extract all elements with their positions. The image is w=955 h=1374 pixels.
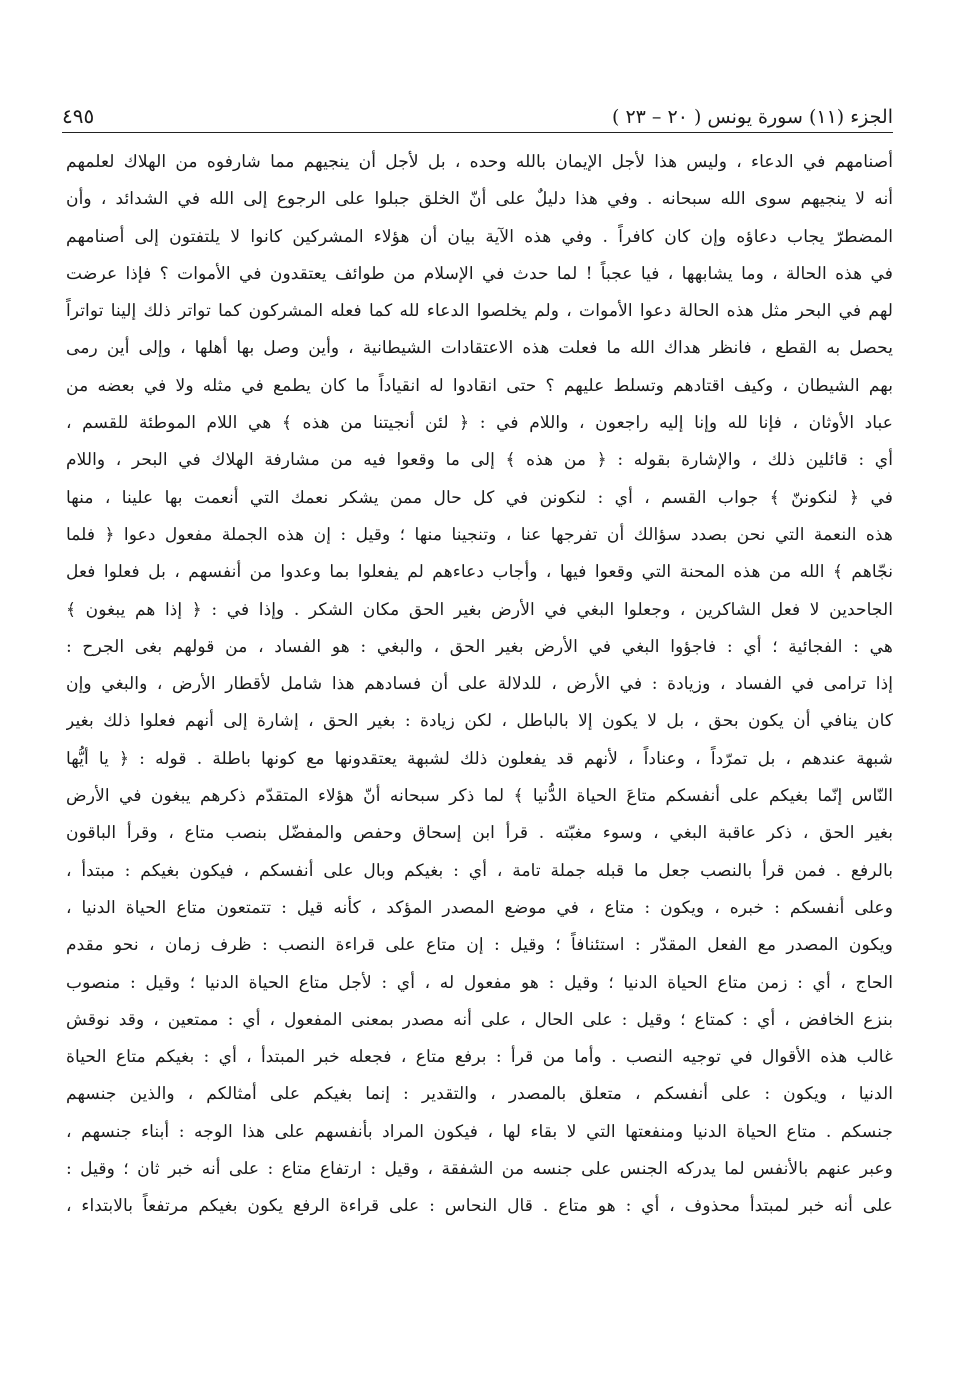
text-line: لهم في البحر مثل هذه الحالة دعوا الأموات ، ولم يخلصوا الدعاء لله كما فعله المشركون كما تواتر ذلك إلينا تواتراً	[66, 301, 893, 322]
text-line: هي : الفجائية ؛ أي : فاجؤوا البغي في الأرض بغير الحق ، والبغي : هو الفساد ، من قولهم بغى الجرح :	[66, 636, 893, 657]
text-line: وعلى أنفسكم : خبره ، ويكون : متاع ، في موضع المصدر المؤكد ، كأنه قيل : تتمتعون متاع الحياة الدنيا ،	[66, 897, 893, 918]
text-line: في ﴿ لنكوننّ ﴾ جواب القسم ، أي : لنكونن في كل حال ممن يشكر نعمك التي أنعمت بها علينا ، منها	[66, 487, 893, 508]
text-line: النّاس إنّما بغيكم على أنفسكم متاعَ الحياة الدُّنيا ﴾ لما ذكر سبحانه أنّ هؤلاء المتقدّم ذكرهم يبغون في الأرض	[66, 786, 893, 807]
text-line: إذا ترامى في الفساد ، وزيادة : في الأرض ، للدلالة على أن فسادهم هذا شامل لأقطار الأرض ، والبغي وإن	[66, 674, 893, 695]
text-line: عباد الأوثان ، فإنا لله وإنا إليه راجعون ، واللام في : ﴿ لئن أنجيتنا من هذه ﴾ هي اللام الموطئة للقسم ،	[66, 413, 893, 434]
text-line: وعبر عنهم بالأنفس لما يدركه الجنس على جنسه من الشفقة ، وقيل : ارتفاع متاع : على أنه خبر ثان ؛ وقيل :	[66, 1159, 893, 1180]
text-line: شبهة عندهم ، بل تمرّداً ، وعناداً ، لأنهم قد يفعلون ذلك لشبهة يعتقدونها مع كونها باطلة . قوله : ﴿ يا أيُّها	[66, 748, 893, 769]
text-line: في هذه الحالة ، وما يشابهها ، فيا عجباً ! لما حدث في الإسلام من طوائف يعتقدون في الأموات ؟ فإذا عرضت	[66, 263, 893, 284]
text-line: الجاحدين لا فعل الشاكرين ، وجعلوا البغي في الأرض بغير الحق مكان الشكر . وإذا في : ﴿ إذا هم يبغون ﴾	[66, 599, 893, 620]
text-line: الحاج ، أي : زمن متاع الحياة الدنيا ؛ وقيل : هو مفعول له ، أي : لأجل متاع الحياة الدنيا ؛ وقيل : منصوب	[66, 972, 893, 993]
page-number: ٤٩٥	[62, 104, 95, 128]
text-line: المضطرّ يجاب دعاؤه وإن كان كافراً . وفي هذه الآية بيان أن هؤلاء المشركين كانوا لا يلتفتون إلى أصنامهم	[66, 226, 893, 247]
page-header	[62, 94, 893, 128]
text-line: بنزع الخافض ، أي : كمتاع ؛ وقيل : على الحال ، على أنه مصدر بمعنى المفعول ، أي : ممتعين ، وقد نوقش	[66, 1009, 893, 1030]
text-line: بهم الشيطان ، وكيف اقتادهم وتسلط عليهم ؟ حتى انقادوا له انقياداً ما كان يطمع في مثله ولا في بعضه من	[66, 375, 893, 396]
text-line: نجّاهم ﴾ الله من هذه المحنة التي وقعوا فيها ، وأجاب دعاءهم لم يفعلوا بما وعدوا من أنفسهم ، بل فعلوا فعل	[66, 562, 893, 583]
text-line: أي : قائلين ذلك ، والإشارة بقوله : ﴿ من هذه ﴾ إلى ما وقعوا فيه من مشارفة الهلاك في البحر ، واللام	[66, 450, 893, 471]
text-line: هذه النعمة التي نحن بصدد سؤالك أن تفرجها عنا ، وتنجينا منها ؛ وقيل : إن هذه الجملة مفعول دعوا ﴿ فلما	[66, 524, 893, 545]
running-title: الجزء (١١) سورة يونس ( ٢٠ – ٢٣ )	[612, 106, 893, 128]
header-divider	[62, 132, 893, 133]
text-line: على أنه خبر لمبتدأ محذوف ، أي : هو متاع . قال النحاس : على قراءة الرفع يكون بغيكم مرتفعاً بالابتداء ،	[66, 1196, 893, 1217]
body-text	[66, 144, 893, 1226]
text-line: أصنامهم في الدعاء ، وليس هذا لأجل الإيمان بالله وحده ، بل لأجل أن ينجيهم مما شارفوه من الهلاك لعلمهم	[66, 152, 893, 172]
text-line: يحصل به القطع ، فانظر هداك الله ما فعلت هذه الاعتقادات الشيطانية ، وأين وصل بها أهلها ، وإلى أين رمى	[66, 338, 893, 359]
text-line: بالرفع . فمن قرأ بالنصب جعل ما قبله جملة تامة ، أي : بغيكم وبال على أنفسكم ، فيكون بغيكم : مبتدأ ،	[66, 860, 893, 881]
text-line: بغير الحق ، ذكر عاقبة البغي ، وسوء مغبّته . قرأ ابن إسحاق وحفص والمفضّل بنصب متاع ، وقرأ الباقون	[66, 823, 893, 844]
text-line: غالب هذه الأقوال في توجيه النصب . وأما من قرأ : برفع متاع ، فجعله خبر المبتدأ ، أي : بغيكم متاع الحياة	[66, 1047, 893, 1068]
text-line: جنسكم . متاع الحياة الدنيا ومنفعتها التي لا بقاء لها ، فيكون المراد بأنفسهم على هذا الوجه : أبناء جنسهم ،	[66, 1121, 893, 1142]
text-line: أنه لا ينجيهم سوى الله سبحانه . وفي هذا دليلٌ على أنّ الخلق جبلوا على الرجوع إلى الله في الشدائد ، وأن	[66, 189, 893, 210]
text-line: كان ينافي أن يكون بحق ، بل لا يكون إلا بالباطل ، لكن زيادة : بغير الحق ، إشارة إلى أنهم فعلوا ذلك بغير	[66, 711, 893, 732]
text-line: ويكون المصدر مع الفعل المقدّر : استئنافاً ؛ وقيل : إن متاع على قراءة النصب : ظرف زمان ، نحو مقدم	[66, 935, 893, 956]
text-line: الدنيا ، ويكون : على أنفسكم ، متعلق بالمصدر ، والتقدير : إنما بغيكم على أمثالكم ، والذين جنسهم	[66, 1084, 893, 1105]
